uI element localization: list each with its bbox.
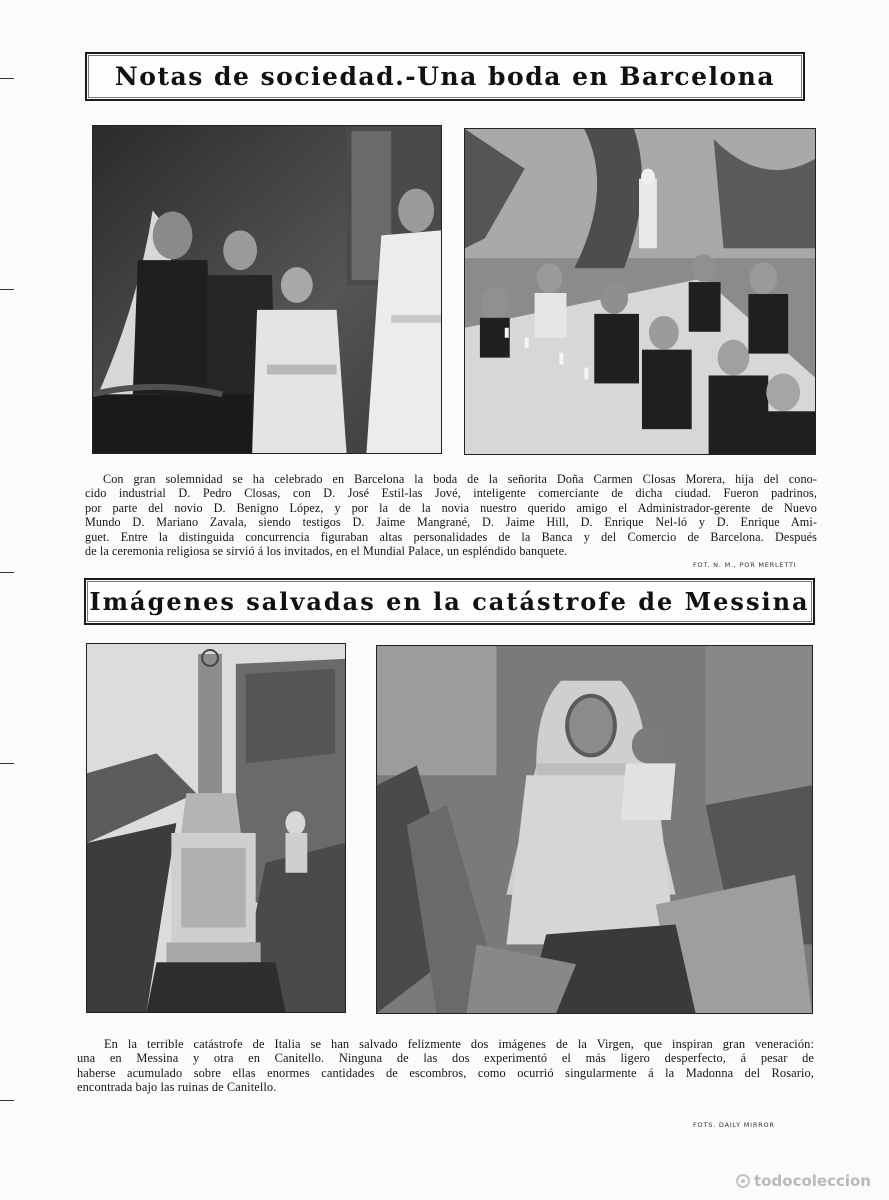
scan-edge-mark	[0, 763, 14, 764]
wedding-ceremony-photo	[92, 125, 442, 454]
caption-line: Con gran solemnidad se ha celebrado en Barcelona la boda de la señorita Doña Carmen Closas Morera, hija del cono-	[103, 472, 817, 486]
photo-credit: FOTS. DAILY MIRROR	[693, 1121, 775, 1129]
caption-line: encontrada bajo las ruinas de Canitello.	[77, 1079, 277, 1094]
caption-line: de la ceremonia religiosa se sirvió á los invitados, en el Mundial Palace, un espléndido banquete.	[85, 544, 568, 559]
section1-title: Notas de sociedad.-Una boda en Barcelona	[114, 62, 776, 91]
scan-edge-mark	[0, 1100, 14, 1101]
section1-caption	[85, 472, 817, 558]
caption-line: guet. Entre la distinguida concurrencia figuraban altas personalidades de la Banca y del Comercio de Barcelona. Después	[85, 529, 817, 544]
caption-line: cido industrial D. Pedro Closas, con D. José Estil-las Jové, inteligente comerciante de dicha ciudad. Fueron padrinos,	[85, 486, 817, 501]
section2-title-box	[84, 578, 815, 625]
watermark-logo-icon	[736, 1174, 750, 1188]
messina-monument-photo	[86, 643, 346, 1013]
photo-credit: FOT. N. M., POR MERLETTI	[693, 561, 797, 569]
todocoleccion-watermark	[736, 1172, 871, 1190]
caption-line: haberse acumulado sobre ellas enormes cantidades de escombros, como ocurrió singularmente á la Madonna del Rosario,	[77, 1065, 814, 1080]
caption-line: una en Messina y otra en Canitello. Ninguna de las dos experimentó el más ligero desperfecto, á pesar de	[77, 1051, 814, 1066]
scan-edge-mark	[0, 289, 14, 290]
section2-title: Imágenes salvadas en la catástrofe de Messina	[89, 587, 810, 616]
scan-edge-mark	[0, 78, 14, 79]
madonna-del-rosario-photo	[376, 645, 813, 1014]
section1-title-box	[85, 52, 805, 101]
watermark-text: todocoleccion	[754, 1172, 871, 1190]
scan-edge-mark	[0, 572, 14, 573]
caption-line: En la terrible catástrofe de Italia se han salvado felizmente dos imágenes de la Virgen, que inspiran gran veneración:	[104, 1037, 814, 1051]
section2-caption	[77, 1037, 814, 1094]
caption-line: Mundo D. Mariano Zavala, siendo testigos D. Jaime Mangrané, D. Jaime Hill, D. Enrique Nel-ló y D. Enrique Ami-	[85, 515, 817, 530]
wedding-banquet-photo	[464, 128, 816, 455]
caption-line: por parte del novio D. Benigno López, y por la de la novia nuestro querido amigo el Administrador-gerente de Nuevo	[85, 500, 817, 515]
